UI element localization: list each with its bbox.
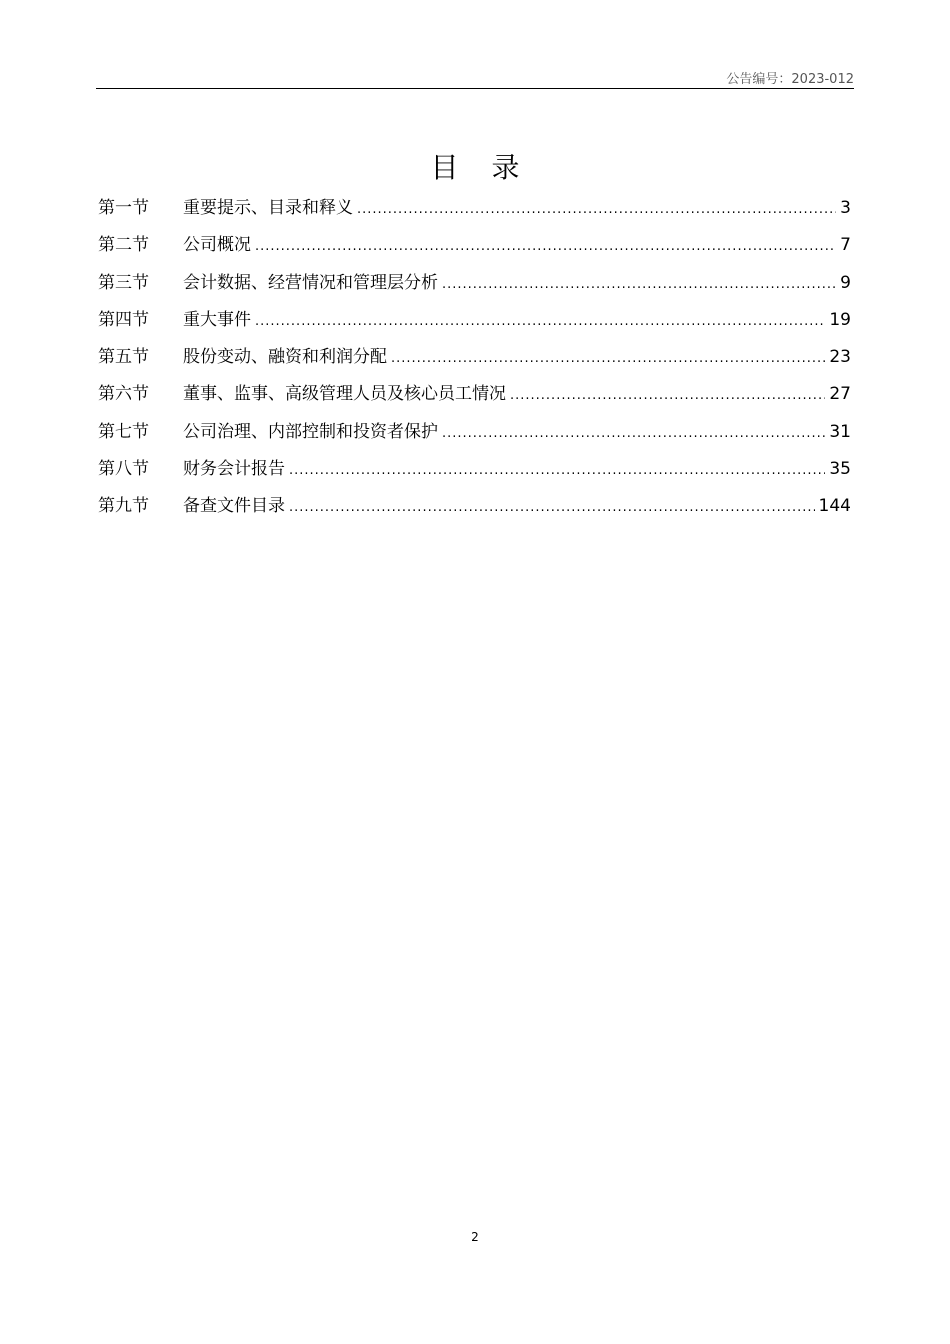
announcement-number: 公告编号：2023-012 — [726, 72, 854, 87]
toc-section-label: 第二节 — [98, 235, 149, 256]
toc-section-label: 第六节 — [98, 384, 149, 405]
table-of-contents — [98, 193, 851, 529]
toc-page-number: 3 — [840, 198, 851, 218]
toc-section-label: 第七节 — [98, 421, 149, 442]
toc-entry-5[interactable] — [98, 342, 851, 379]
toc-page-number: 144 — [818, 496, 851, 517]
toc-heading: 公司治理、内部控制和投资者保护 — [183, 421, 438, 442]
toc-entry-6[interactable] — [98, 379, 851, 416]
toc-page-number: 27 — [829, 384, 851, 405]
toc-dot-leader — [442, 426, 825, 441]
toc-heading: 公司概况 — [183, 235, 251, 256]
toc-dot-leader — [289, 463, 825, 478]
toc-entry-2[interactable] — [98, 230, 851, 267]
toc-heading: 会计数据、经营情况和管理层分析 — [183, 272, 438, 293]
toc-section-label: 第八节 — [98, 459, 149, 480]
toc-page-number: 19 — [829, 309, 851, 330]
toc-dot-leader — [357, 202, 836, 217]
page-header — [96, 66, 854, 89]
toc-section-label: 第一节 — [98, 198, 149, 218]
toc-heading: 备查文件目录 — [183, 496, 285, 517]
toc-heading: 财务会计报告 — [183, 459, 285, 480]
toc-section-label: 第四节 — [98, 309, 149, 330]
toc-entry-9[interactable] — [98, 491, 851, 528]
toc-page-number: 23 — [829, 347, 851, 368]
toc-heading: 重要提示、目录和释义 — [183, 198, 353, 218]
toc-heading: 股份变动、融资和利润分配 — [183, 347, 387, 368]
toc-dot-leader — [510, 388, 825, 403]
toc-dot-leader — [255, 314, 825, 329]
toc-entry-8[interactable] — [98, 454, 851, 491]
toc-dot-leader — [391, 351, 825, 366]
toc-dot-leader — [255, 239, 836, 254]
page-number: 2 — [471, 1230, 479, 1244]
toc-page-number: 31 — [829, 421, 851, 442]
toc-heading: 董事、监事、高级管理人员及核心员工情况 — [183, 384, 506, 405]
toc-section-label: 第三节 — [98, 272, 149, 293]
toc-page-number: 9 — [840, 272, 851, 293]
toc-title: 目 录 — [430, 151, 532, 184]
toc-entry-1[interactable] — [98, 193, 851, 230]
toc-page-number: 7 — [840, 235, 851, 256]
toc-entry-4[interactable] — [98, 305, 851, 342]
toc-heading: 重大事件 — [183, 309, 251, 330]
toc-dot-leader — [289, 500, 815, 515]
toc-entry-7[interactable] — [98, 417, 851, 454]
toc-section-label: 第五节 — [98, 347, 149, 368]
toc-page-number: 35 — [829, 459, 851, 480]
toc-section-label: 第九节 — [98, 496, 149, 517]
toc-dot-leader — [442, 277, 836, 292]
toc-entry-3[interactable] — [98, 268, 851, 305]
